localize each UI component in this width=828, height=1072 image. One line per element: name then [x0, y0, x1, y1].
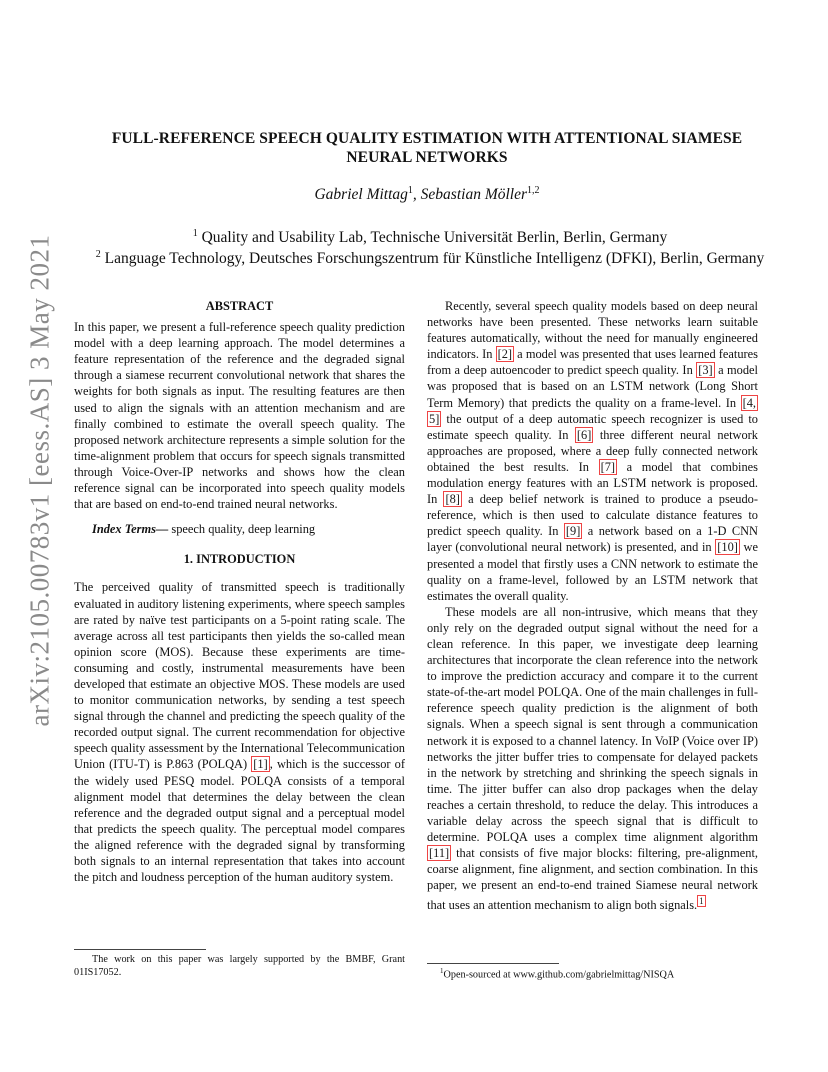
- citation-link[interactable]: [1]: [253, 757, 268, 772]
- affiliation-marker: 2: [95, 249, 101, 260]
- paragraph-text: Recently, several speech quality models based on deep neural networks have been presented. These networks learn suitable features automatically, without the need for manually engineered indicators. In: [427, 299, 758, 362]
- footnote-divider: [427, 963, 559, 964]
- funding-footnote: The work on this paper was largely supported by the BMBF, Grant 01IS17052.: [74, 954, 405, 978]
- citation-link[interactable]: [2]: [497, 347, 513, 362]
- related-work-paragraph: [427, 298, 758, 604]
- paragraph-text: a model was proposed that is based on an LSTM network (Long Short Term Memory) that predicts the quality on a frame-level. In: [427, 363, 758, 410]
- affiliation-text: Quality and Usability Lab, Technische Universität Berlin, Berlin, Germany: [201, 229, 668, 247]
- abstract-heading: ABSTRACT: [205, 299, 274, 313]
- paragraph-text: three different neural network approaches are proposed, where a deep fully connected network obtained the best results. In: [427, 427, 758, 474]
- code-footnote: [440, 965, 760, 981]
- citation-link[interactable]: [7]: [600, 459, 616, 474]
- arxiv-identifier-text: arXiv:2105.00783v1 [eess.AS] 3 May 2021: [24, 234, 55, 726]
- author-affiliation-marker: 1,2: [527, 185, 540, 196]
- author-affiliation-marker: 1: [407, 185, 413, 196]
- citation-link[interactable]: [4,: [742, 395, 756, 410]
- author-separator: ,: [412, 186, 421, 204]
- footnote-text: Open-sourced at www.github.com/gabrielmittag/NISQA: [443, 969, 675, 981]
- abstract-text: In this paper, we present a full-reference speech quality prediction model with a deep learning approach. The model determines a feature representation of the reference and the degraded signal through a siamese recurrent convolutional network that shares the weights for both signals as input. The resulting features are then used to align the signals with an attention mechanism and are finally combined to estimate the overall speech quality. The proposed network architecture represents a simple solution for the time-alignment problem that occurs for speech signals transmitted through Voice-Over-IP networks and shows how the clean reference signal can be incorporated into speech quality models that are based on end-to-end trained neural networks.: [74, 320, 405, 512]
- footnote-link[interactable]: 1: [699, 896, 704, 907]
- citation-link[interactable]: 5]: [429, 411, 440, 426]
- citation-link[interactable]: [6]: [576, 427, 592, 442]
- left-column: [74, 298, 405, 885]
- arxiv-identifier-stamp: [18, 234, 62, 726]
- affiliation-text: Language Technology, Deutsches Forschungszentrum für Künstliche Intelligenz (DFKI), Berlin, Germany: [104, 250, 765, 268]
- paragraph-text: we presented a model that firstly uses a CNN network to estimate the quality on a frame-level, followed by an LSTM network that estimates the overall quality.: [427, 540, 759, 603]
- citation-link[interactable]: [9]: [565, 524, 581, 539]
- footnote-marker: 1: [440, 967, 444, 975]
- author-name: Gabriel Mittag: [314, 186, 408, 204]
- paper-title: [74, 129, 780, 167]
- paragraph-text: that consists of five major blocks: filtering, pre-alignment, coarse alignment, fine alignment, and section combination. In this paper, we present an end-to-end trained Siamese neural network that uses an attention mechanism to align both signals.: [427, 846, 758, 913]
- paper-title-line-1: FULL-REFERENCE SPEECH QUALITY ESTIMATION WITH ATTENTIONAL SIAMESE: [111, 130, 743, 147]
- paper-title-line-2: NEURAL NETWORKS: [346, 149, 508, 166]
- index-terms-label: Index Terms—: [92, 522, 169, 537]
- introduction-paragraph: [74, 579, 405, 885]
- paragraph-text: the output of a deep automatic speech recognizer is used to estimate speech quality. In: [427, 411, 758, 442]
- citation-link[interactable]: [10]: [717, 540, 738, 555]
- paragraph-text: , which is the successor of the widely used PESQ model. POLQA consists of a temporal alignment model that determines the delay between the clean reference and the degraded output signal and a perceptual model that predicts the speech quality. The perceptual model compares the aligned reference with the degraded signal by transforming both signals to an internal representation that takes into account the pitch and loudness perception of the human auditory system.: [74, 757, 406, 885]
- citation-link[interactable]: [8]: [445, 492, 460, 507]
- paragraph-text: These models are all non-intrusive, which means that they only rely on the degraded output signal without the need for a clean reference. In this paper, we investigate deep learning architectures that incorporate the clean reference into the network to improve the prediction accuracy and compare it to the current state-of-the-art model POLQA. One of the main challenges in full-reference speech quality prediction is the alignment of both signals. When a speech signal is sent through a communication network it is exposed to a channel latency. In VoIP (Voice over IP) networks the jitter buffer tries to compensate for delayed packets in the network by stretching and shrinking the speech signals in time. The jitter buffer can also drop packages when the delay reaches a certain threshold, to reduce the delay. This introduces a variable delay across the speech signal that is difficult to determine. POLQA uses a complex time alignment algorithm: [427, 604, 759, 845]
- section-heading-introduction: 1. INTRODUCTION: [183, 552, 296, 567]
- right-column: [427, 298, 758, 914]
- affiliation-marker: 1: [192, 228, 198, 239]
- paragraph-text: a network based on a 1-D CNN layer (convolutional neural network) is presented, and in: [427, 524, 758, 555]
- index-terms-text: speech quality, deep learning: [168, 522, 316, 537]
- motivation-paragraph: [427, 604, 758, 914]
- paragraph-text: a deep belief network is trained to produce a pseudo-reference, which is then used to calculate distance features to predict speech quality. In: [427, 492, 758, 539]
- footnote-divider: [74, 949, 206, 950]
- paragraph-text: The perceived quality of transmitted speech is traditionally evaluated in auditory listening experiments, where speech samples are rated by naïve test participants on a 5-point rating scale. The average across all test participants then yields the so-called mean opinion score (MOS). Because these experiments are time-consuming and costly, instrumental measurements have been developed that estimate an objective MOS. These models are used to monitor communication networks, by sending a test speech signal through the channel and predicting the speech quality of the recorded output signal. The current recommendation for objective speech quality assessment by the International Telecommunication Union (ITU-T) is P.863 (POLQA): [74, 580, 405, 772]
- affiliation-line: [74, 244, 786, 270]
- index-terms: [74, 521, 405, 537]
- paragraph-text: a model that combines modulation energy features with an LSTM network is proposed. In: [427, 459, 758, 507]
- citation-link[interactable]: [11]: [429, 846, 450, 861]
- citation-link[interactable]: [3]: [698, 363, 713, 378]
- author-list: [74, 185, 780, 204]
- paragraph-text: a model was presented that uses learned features from a deep autoencoder to predict speech quality. In: [427, 347, 758, 378]
- author-name: Sebastian Möller: [420, 186, 528, 204]
